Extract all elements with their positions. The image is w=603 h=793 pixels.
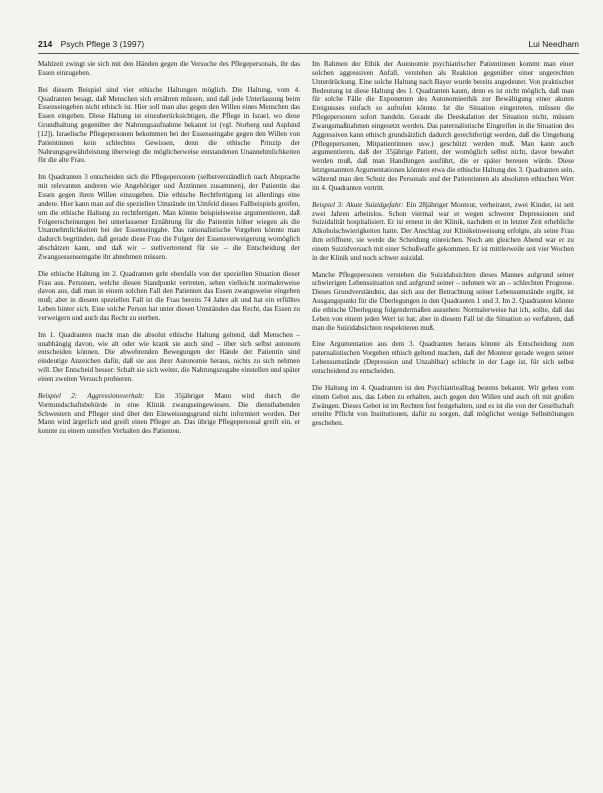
paragraph: Manche Pflegepersonen verstehen die Suizidabsichten dieses Mannes aufgrund seiner schwierigen Lebenssituation und aufgrund seiner – nehmen wir an – schlechten Prognose. Dieses Grundverständnis, das sich aus der Betrachtung seiner Lebensumstände ergibt, ist Ausgangspunkt für die Überlegungen in den Quadranten 1 und 3. Im 2. Quadranten könnte die ethische Überlegung folgendermaßen aussehen: Normalerweise hat ich, sollte, daß das Leben von einem jeden Wert ist hat; aber in diesem Fall ist die Situation so verfahren, daß man die Suizidabsichten respektieren muß. [312, 270, 574, 332]
paragraph: Beispiel 3: Akute Suizidgefahr: Ein 28jähriger Monteur, verheiratet, zwei Kinder, ist seit zwei Jahren arbeitslos. Schon viermal war er wegen schwerer Depressionen und Suizidalität hospitalisiert. Er ist erneut in der Klinik, nachdem er in letzter Zeit erhebliche Alkoholschwierigkeiten hatte. Der Anschlag zur Klinikeinweisung erfolgte, als seine Frau ihm eröffnete, sie werde die Scheidung einreichen. Noch am gleichen Abend war er zu einem Suizidversuch mit einer Schußwaffe gekommen. Er ist mittlerweile seit vier Wochen in der Klinik und noch schwer suizidal. [312, 200, 574, 262]
left-column [38, 60, 300, 444]
paragraph: Die Haltung im 4. Quadranten ist den Psychiatriealltag bestens bekannt. Wir gehen vom einem Gebot aus, das Leben zu erhalten, auch gegen den Willen und auch oft mit großen Zwängen. Dieses Gebot ist im Rechten fest festgehalten, und es ist die von der Gesellschaft erteilte Pflicht von Institutionen, dafür zu sorgen, daß möglichst wenige Selbsttötungen geschehen. [312, 383, 574, 428]
example-label: Beispiel 3: Akute Suizidgefahr: [312, 200, 404, 209]
paragraph: Mahlzeit zwingt sie sich mit den Händen gegen die Versuche des Pflegepersonals, ihr das Essen einzugeben. [38, 60, 300, 77]
running-header [38, 39, 579, 54]
paragraph: Im 1. Quadranten macht man die absolut ethische Haltung geltend, daß Menschen – unabhängig davon, wie alt oder wie krank sie auch sind – über sich selbst autonom entscheiden können. Die abwehrenden Bewegungen der Hände der Patientin sind eindeutige Anzeichen dafür, daß sie aus ihrer Autonomie heraus, nichts zu sich nehmen will. Der Entscheid besser: Schaft sie sich weiter, die Nahrungszugabe einstellen und später einen zweiten Versuch probieren. [38, 330, 300, 383]
example-label: Beispiel 2: Aggressionsverhalt: [38, 391, 145, 400]
right-column [312, 60, 574, 436]
page-number: 214 [38, 39, 53, 49]
journal-title: Psych Pflege 3 (1997) [60, 39, 145, 49]
paragraph: Eine Argumentation aus dem 3. Quadranten heraus könnte als Entscheidung zum paternalistischen Vorgehen ethisch geltend machen, daß der Monteur gerade wegen seiner Lebensumstände (Depression und Unzahlbar) schlecht in der Lage ist, für sich selbst entscheidend zu entscheiden. [312, 340, 574, 375]
paragraph: Im Rahmen der Ethik der Autonomie psychiatrischer Patientinnen kommt man einer solchen aggressiven Anfall, verstehen als Reaktion gegenüber einer ungerechten Unterdrückung. Eine solche Haltung nach Bayer wurde bereits angedeutet. Von praktischer Bedeutung ist diese Haltung des 1. Quadranten kaum, denn es ist nicht möglich, daß man für solche Fälle die Exponenten des Autonomieethik zur Bewältigung einer akuten Ereignisses einfach so aufrufen könnte. Ist die Situation eingetreten, müssen die Pflegepersonen sofort handeln. Gerade die Deeskalation der Situation nicht, müssen Zwangsmaßnahmen eingesetzt werden. Das paternalistische Eingreifen in die Situation des Aggressiven kann ethisch grundsätzlich dadurch gerechtfertigt werden, daß die Umgebung (Pflegepersonen, Mitpatientinnen usw.) geschützt werden muß. Man kann auch argumentieren, daß der 35jährige Patient, der womöglich selbst nicht, davor bewahrt werden muß, daß man Handlungen ausführt, die er später bereuen würde. Diese letztgenannten Argumentationen könnten etwa die ethische Haltung des 3. Quadranten sein, während man den Schutz des Personals und der Patientinnen als absoluten ethischen Wert im 4. Quadranten vertritt. [312, 60, 575, 192]
paragraph: Beispiel 2: Aggressionsverhalt: Ein 35jähriger Mann wird durch die Vormundschaftsbehörde in eine Klinik zwangseingewiesen. Die diensthabenden Schwestern und Pfleger sind über den Einweisungsgrund nicht informiert worden. Der Mann wird ärgerlich und greift einen Pfleger an. Das übrige Pflegepersonal greift ein, er konnte zu einem unreifen Verhalten des Patienten. [38, 391, 301, 436]
paragraph: Im Quadranten 3 entscheiden sich die Pflegepersonen (selbstverständlich nach Absprache mit relevanten anderen wie Angehöriger und Ärztinnen zusammen), der Patientin das Essen gegen ihren Willen einzugeben. Die ethische Rechtfertigung ist allerdings eine andere. Hier kann man auf die speziellen Umstände im Umfeld dieses Fallbeispiels greifen, um die ethische Haltung zu rechtfertigen. Man könnte beispielsweise argumentieren, daß Folgeerscheinungen bei unterlassener Ernährung für die Patientin höher wiegen als die Unannehmlichkeiten bei der Essenseingabe. Das rationalistische Vorgehen könnte man dadurch begründen, daß gerade diese Frau die Folgen der Essensverweigerung womöglich abschätzen kann, und daß wir – stellvertretend für sie – die Entscheidung der Zwangsessenseingabe ihr abnehmen müssen. [38, 173, 300, 261]
paragraph: Die ethische Haltung im 2. Quadranten geht ebenfalls von der speziellen Situation dieser Frau aus. Personen, welche diesen Standpunkt vertreten, sehen vielleicht normalerweise davon aus, daß man in einem solchen Fall den Patienten das Essen zwangsweise eingeben muß; aber in diesem speziellen Fall ist die Frau bereits 74 Jahre alt und hat ein erfülltes Leben hinter sich. Eine solche Person hat unter diesen Umständen das Recht, das Essen zu verweigern und auch das Recht zu sterben. [38, 269, 300, 322]
paragraph: Bei diesem Beispiel sind vier ethische Haltungen möglich. Die Haltung, vom 4. Quadranten besagt, daß Menschen sich ernähren müssen, und daß jede Unterlassung beim Essenseingeben nicht ethisch ist. Hier soll man also gegen den Willen eines Menschen das Essen eingeben. Diese Haltung ist einzuberücksichtigen, die Pflege in Israel, wo diese Grundhaltung gegenüber der Nahrungsaufnahme bekannt ist (vgl. Norberg und Asplund [12]). Israelische Pflegepersonen bekommen bei der Essenseingabe gegen den Willen von Patientinnen kein schlechtes Gewissen, denn die ethische Prinzip der Nahrungsgewährleistung überwiegt die möglicherweise entstandenen Unannehmlichkeiten für die alte Frau. [38, 85, 300, 165]
author-name: Lui Needham [528, 39, 579, 49]
